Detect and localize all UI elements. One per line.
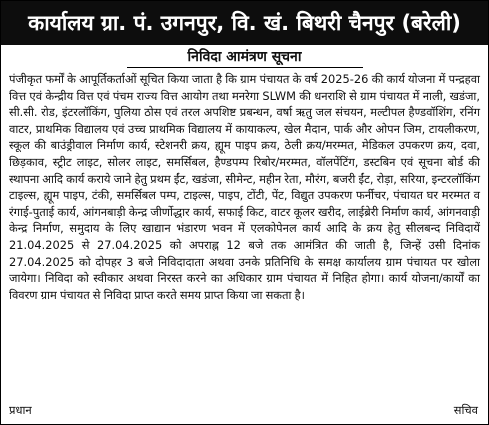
office-title: कार्यालय ग्रा. पं. उगनपुर, वि. खं. बिथरी चैनपुर (बरेली) (28, 11, 461, 35)
sachiv-signatory: सचिव (453, 403, 478, 417)
pradhan-signatory: प्रधान (9, 403, 32, 417)
office-header (1, 1, 488, 45)
signature-row (9, 402, 478, 418)
notice-body: पंजीकृत फर्मों के आपूर्तिकर्ताओं सूचित किया जाता है कि ग्राम पंचायत के वर्ष 2025-26 की कार्य योजना में पन्द्रहवा वित्त एवं केन्द्रीय वित्त एवं पंचम राज्य वित्त आयोग तथा मनरेगा SLWM की धनराशि से ग्राम पंचायत में नाली, खडंजा, सी.सी. रोड, इंटरलॉकिंग, पुलिया ठोस एवं तरल अपशिष्ट प्रबन्धन, वर्षा ऋतु जल संचयन, मल्टीपल हैण्डवॉशिंग, रनिंग वाटर, प्राथमिक विद्यालय एवं उच्च प्राथमिक विद्यालय में कायाकल्प, खेल मैदान, पार्क और ओपन जिम, टायलीकरण, स्कूल की बाउंड्रीवाल निर्माण कार्य, स्टेशनरी क्रय, ह्यूम पाइप क्रय, ठेली क्रय/मरम्मत, मेडिकल उपकरण क्रय, दवा, छिड़काव, स्ट्रीट लाइट, सोलर लाइट, समर्सिबल, हैण्डपम्प रिबोर/मरम्मत, वॉलपेंटिंग, डस्टबिन एवं सूचना बोर्ड की स्थापना आदि कार्य कराये जाने हेतु प्रथम ईंट, खडंजा, सीमेन्ट, महीन रेता, मौरंग, बजरी ईंट, रोड़ा, सरिया, इन्टरलॉकिंग टाइल्स, ह्यूम पाइप, टंकी, समर्सिबल पम्प, टाइल्स, पाइप, टोंटी, पेंट, विद्युत उपकरण फर्नीचर, पंचायत घर मरम्मत व रंगाई-पुताई कार्य, आंगनबाड़ी केन्द्र जीर्णोद्धार कार्य, सफाई किट, वाटर कूलर खरीद, लाईब्रेरी निर्माण कार्य, आंगनवाड़ी केन्द्र निर्माण, समुदाय के लिए खाद्यान भंडारण भवन में एलकोपेनल कार्य आदि के क्रय हेतु सीलबन्द निविदायें 21.04.2025 से 27.04.2025 को अपराह्न 12 बजे तक आमंत्रित की जाती है, जिन्हें उसी दिनांक 27.04.2025 को दोपहर 3 बजे निविदादाता अथवा उनके प्रतिनिधि के समक्ष कार्यालय ग्राम पंचायत पर खोला जायेगा। निविदा को स्वीकार अथवा निरस्त करने का अधिकार ग्राम पंचायत में निहित होगा। कार्य योजना/कार्यों का विवरण ग्राम पंचायत से निविदा प्राप्त करते समय प्राप्त किया जा सकता है। (9, 72, 480, 302)
notice-subtitle: निविदा आमंत्रण सूचना (127, 48, 363, 68)
